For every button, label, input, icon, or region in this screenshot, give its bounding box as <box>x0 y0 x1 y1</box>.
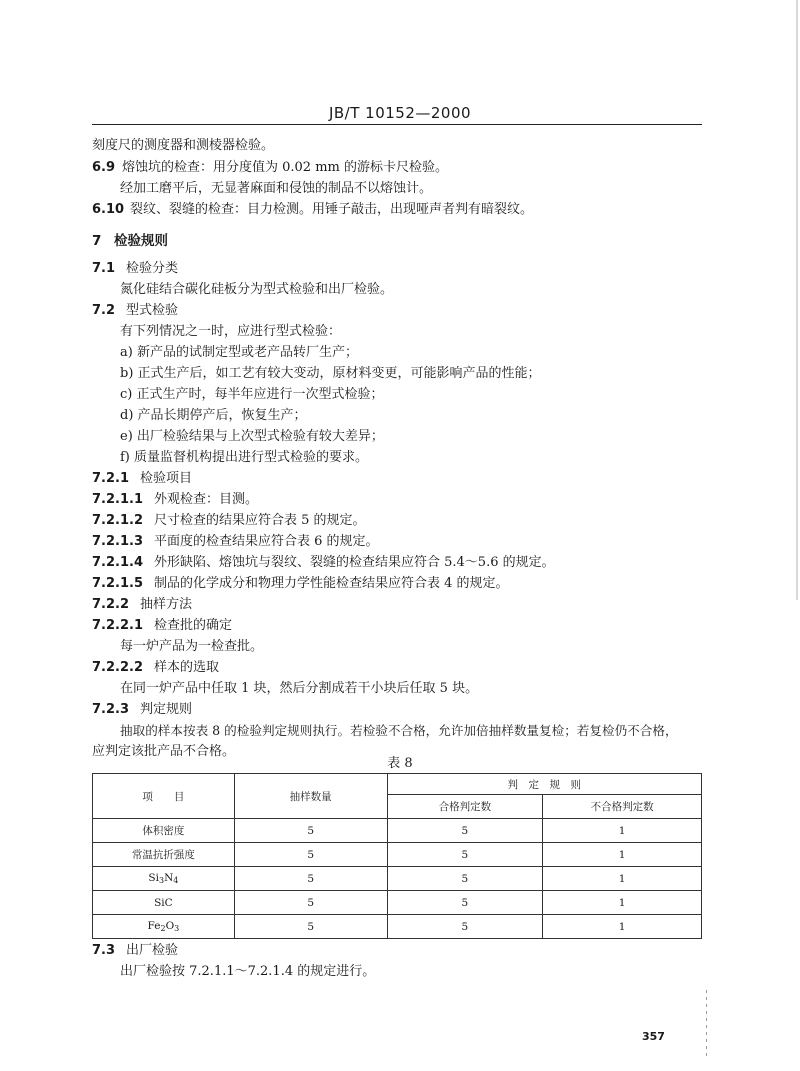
table-row <box>93 867 702 891</box>
cell-fail: 1 <box>543 891 702 915</box>
clause-7-1: 7.1 检验分类 <box>92 261 179 276</box>
header-fail: 不合格判定数 <box>543 795 702 819</box>
text-line: 在同一炉产品中任取 1 块，然后分割成若干小块后任取 5 块。 <box>120 681 479 696</box>
page-header: JB/T 10152—2000 <box>328 104 472 122</box>
table-8 <box>92 773 702 939</box>
clause-7-2-1-1: 7.2.1.1 外观检查：目测。 <box>92 492 259 507</box>
header-item: 项 目 <box>93 774 235 819</box>
list-item-d: d) 产品长期停产后，恢复生产； <box>120 408 307 423</box>
table-row <box>93 891 702 915</box>
cell-sample: 5 <box>234 891 387 915</box>
list-item-e: e) 出厂检验结果与上次型式检验有较大差异； <box>120 429 384 444</box>
header-sample: 抽样数量 <box>234 774 387 819</box>
section-7-heading: 7 检验规则 <box>92 233 168 249</box>
clause-7-2-3: 7.2.3 判定规则 <box>92 702 193 717</box>
table-row <box>93 843 702 867</box>
cell-fail: 1 <box>543 819 702 843</box>
clause-7-2-1-4: 7.2.1.4 外形缺陷、熔蚀坑与裂纹、裂缝的检查结果应符合 5.4～5.6 的规定。 <box>92 555 555 570</box>
cell-sample: 5 <box>234 867 387 891</box>
clause-7-2-2-1: 7.2.2.1 检查批的确定 <box>92 618 233 633</box>
list-item-c: c) 正式生产时，每半年应进行一次型式检验； <box>120 387 384 402</box>
cell-item: $Fe_2O_3$ <box>93 915 235 939</box>
table-row <box>93 915 702 939</box>
clause-7-3: 7.3 出厂检验 <box>92 943 179 958</box>
text-line: 应判定该批产品不合格。 <box>92 744 236 759</box>
cell-sample: 5 <box>234 819 387 843</box>
cell-item: 常温抗折强度 <box>93 843 235 867</box>
text-line: 经加工磨平后，无显著麻面和侵蚀的制品不以熔蚀计。 <box>120 181 433 196</box>
cell-fail: 1 <box>543 867 702 891</box>
text-line: 有下列情况之一时，应进行型式检验： <box>120 324 342 339</box>
clause-7-2-2-2: 7.2.2.2 样本的选取 <box>92 660 220 675</box>
header-pass: 合格判定数 <box>387 795 543 819</box>
clause-6-10: 6.10 裂纹、裂缝的检查：目力检测。用锤子敲击，出现哑声者判有暗裂纹。 <box>92 202 534 217</box>
text-line: 氮化硅结合碳化硅板分为型式检验和出厂检验。 <box>120 282 394 297</box>
cell-pass: 5 <box>387 843 543 867</box>
scan-edge <box>796 0 798 600</box>
text-line: 每一炉产品为一检查批。 <box>120 639 264 654</box>
clause-7-2-1-2: 7.2.1.2 尺寸检查的结果应符合表 5 的规定。 <box>92 513 366 528</box>
clause-7-2-1-5: 7.2.1.5 制品的化学成分和物理力学性能检查结果应符合表 4 的规定。 <box>92 576 509 591</box>
cell-pass: 5 <box>387 819 543 843</box>
cell-sample: 5 <box>234 843 387 867</box>
cell-fail: 1 <box>543 843 702 867</box>
cell-item: $Si_3N_4$ <box>93 867 235 891</box>
cell-fail: 1 <box>543 915 702 939</box>
cell-pass: 5 <box>387 867 543 891</box>
page-number: 357 <box>642 1030 665 1043</box>
cell-pass: 5 <box>387 915 543 939</box>
text-line: 抽取的样本按表 8 的检验判定规则执行。若检验不合格，允许加倍抽样数量复检；若复检仍不合格， <box>120 723 678 738</box>
text-line: 刻度尺的测度器和测棱器检验。 <box>92 138 275 153</box>
list-item-b: b) 正式生产后，如工艺有较大变动，原材料变更，可能影响产品的性能； <box>120 366 541 381</box>
cell-sample: 5 <box>234 915 387 939</box>
clause-7-2-1-3: 7.2.1.3 平面度的检查结果应符合表 6 的规定。 <box>92 534 379 549</box>
clause-6-9: 6.9 熔蚀坑的检查：用分度值为 0.02 mm 的游标卡尺检验。 <box>92 160 448 175</box>
cell-item: SiC <box>93 891 235 915</box>
margin-mark <box>706 990 707 1060</box>
list-item-a: a) 新产品的试制定型或老产品转厂生产； <box>120 345 358 360</box>
clause-7-2-1: 7.2.1 检验项目 <box>92 471 193 486</box>
header-rule: 判 定 规 则 <box>387 774 701 795</box>
clause-7-2: 7.2 型式检验 <box>92 303 179 318</box>
table-row <box>93 819 702 843</box>
text-line: 出厂检验按 7.2.1.1～7.2.1.4 的规定进行。 <box>120 964 376 979</box>
table-caption: 表 8 <box>387 756 413 771</box>
header-rule <box>92 124 702 125</box>
list-item-f: f) 质量监督机构提出进行型式检验的要求。 <box>120 450 369 465</box>
cell-item: 体积密度 <box>93 819 235 843</box>
cell-pass: 5 <box>387 891 543 915</box>
clause-7-2-2: 7.2.2 抽样方法 <box>92 597 193 612</box>
